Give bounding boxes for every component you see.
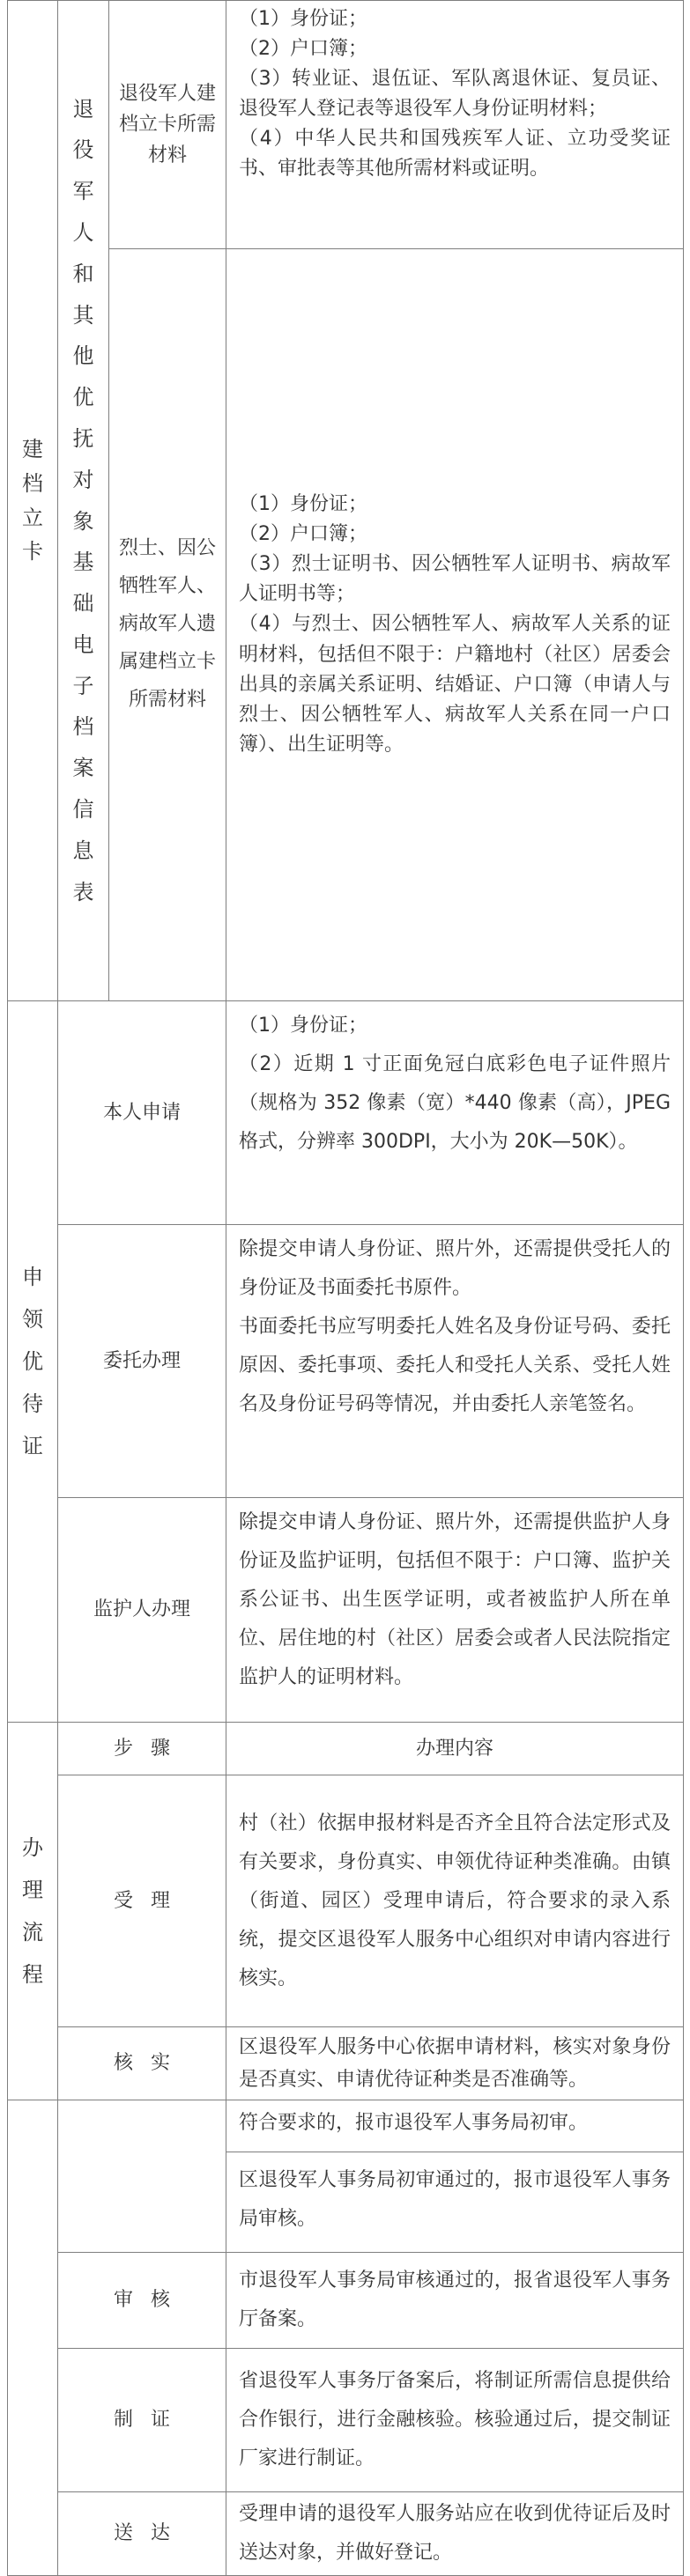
vertical-label-char: 优 [72, 385, 94, 410]
vertical-label-char: 人 [72, 219, 94, 245]
row-content-self [226, 1000, 684, 1225]
row-title-text: 委托办理 [102, 1349, 181, 1372]
step-text: 受理 [113, 1889, 188, 1912]
vertical-label-char: 和 [72, 261, 94, 286]
vertical-label-char: 待 [22, 1391, 43, 1416]
row-title-martyr [108, 248, 226, 1001]
section-label-process [7, 1722, 58, 2100]
row-content-entrust [226, 1224, 684, 1498]
vertical-label-char: 役 [72, 137, 94, 163]
content-item: （4）中华人民共和国残疾军人证、立功受奖证书、审批表等其他所需材料或证明。 [239, 128, 671, 181]
row-title-text: 本人申请 [102, 1101, 181, 1124]
vertical-label-char: 子 [72, 673, 94, 698]
vertical-label-char: 基 [72, 550, 94, 575]
step-deliver-content [226, 2491, 684, 2576]
vertical-label-char: 表 [72, 879, 94, 904]
vertical-label-char: 息 [72, 838, 94, 863]
vertical-label-char: 其 [72, 302, 94, 328]
content-item: （3）烈士证明书、因公牺牲军人证明书、病故军人证明书等； [239, 553, 671, 606]
section-label-build [7, 0, 58, 1001]
step-verify [57, 2026, 226, 2100]
vertical-label-char: 流 [22, 1920, 43, 1945]
header-content-text: 办理内容 [415, 1737, 493, 1760]
step-review [57, 2252, 226, 2349]
step-review-pre [57, 2100, 226, 2253]
content-item: （4）与烈士、因公牺牲军人、病故军人关系的证明材料，包括但不限于：户籍地村（社区）居委会出具的亲属关系证明、结婚证、户口簿（申请人与烈士、因公牺牲军人、病故军人关系在同一户口簿）、出生证明等。 [239, 613, 671, 756]
content-item: 书面委托书应写明委托人姓名及身份证号码、委托原因、委托事项、委托人和受托人关系、受托人姓名及身份证号码等情况，并由委托人亲笔签名。 [239, 1316, 671, 1415]
section-label-apply [7, 1000, 58, 1723]
step-text: 审核 [113, 2289, 188, 2312]
content-item: 区退役军人事务局初审通过的，报市退役军人事务局审核。 [239, 2169, 671, 2230]
vertical-label-char: 础 [72, 591, 94, 616]
content-item: （1）身份证； [239, 493, 367, 516]
header-step-text: 步骤 [113, 1737, 188, 1760]
section-label-review [7, 2100, 58, 2576]
vertical-label-char: 档 [72, 714, 94, 740]
row-title-entrust [57, 1224, 226, 1498]
header-content [226, 1722, 684, 1775]
row-content-martyr [226, 248, 684, 1001]
step-accept-content [226, 1775, 684, 2027]
step-accept [57, 1775, 226, 2027]
row-title-text: 监护人办理 [93, 1598, 190, 1621]
vertical-label-char: 他 [72, 343, 94, 369]
document-table [7, 0, 684, 2576]
content-item: 受理申请的退役军人服务站应在收到优待证后及时送达对象，并做好登记。 [239, 2503, 671, 2564]
step-review-content [226, 2252, 684, 2349]
subcategory-label [57, 0, 109, 1001]
content-item: 市退役军人事务局审核通过的，报省退役军人事务厅备案。 [239, 2270, 671, 2330]
step-text: 核实 [113, 2052, 188, 2075]
header-step [57, 1722, 226, 1775]
content-item: 符合要求的，报市退役军人事务局初审。 [239, 2112, 589, 2134]
content-item: （1）身份证； [239, 8, 367, 30]
step-text: 送达 [113, 2522, 188, 2545]
step-review-pre-content [226, 2100, 684, 2253]
vertical-label-char: 理 [22, 1878, 43, 1902]
content-item: （2）近期 1 寸正面免冠白底彩色电子证件照片（规格为 352 像素（宽）*440 像素（高），JPEG 格式，分辨率 300DPI，大小为 20K—50K）。 [239, 1053, 671, 1153]
step-deliver [57, 2491, 226, 2576]
row-content-guardian [226, 1497, 684, 1723]
vertical-label-char: 退 [72, 96, 94, 122]
content-item: （1）身份证； [239, 1015, 367, 1037]
row-content-veteran [226, 0, 684, 249]
vertical-label-char: 卡 [22, 539, 43, 565]
row-title-self [57, 1000, 226, 1225]
step-make [57, 2348, 226, 2492]
row-title-text: 烈士、因公牺牲军人、病故军人遗属建档立卡所需材料 [118, 537, 216, 711]
vertical-label-char: 对 [72, 467, 94, 492]
vertical-label-char: 案 [72, 756, 94, 781]
row-title-text: 退役军人建档立卡所需材料 [118, 82, 216, 167]
vertical-label-char: 象 [72, 508, 94, 534]
content-item: 区退役军人服务中心依据申请材料，核实对象身份是否真实、申请优待证种类是否准确等。 [239, 2035, 671, 2091]
vertical-label-char: 军 [72, 179, 94, 204]
vertical-label-char: 电 [72, 631, 94, 657]
step-text: 制证 [113, 2409, 188, 2432]
vertical-label-char: 办 [22, 1835, 43, 1860]
vertical-label-char: 申 [22, 1265, 43, 1289]
content-item: 除提交申请人身份证、照片外，还需提供监护人身份证及监护证明，包括但不限于：户口簿、监护关系公证书、出生医学证明，或者被监护人所在单位、居住地的村（社区）居委会或者人民法院指定监护人的证明材料。 [239, 1511, 671, 1688]
row-title-veteran [108, 0, 226, 249]
vertical-label-char: 优 [22, 1349, 43, 1374]
vertical-label-char: 档 [22, 470, 43, 496]
vertical-label-char: 立 [22, 505, 43, 530]
content-item: （2）户口簿； [239, 523, 367, 546]
content-item: 村（社）依据申报材料是否齐全且符合法定形式及有关要求，身份真实、申领优待证种类准确。由镇（街道、园区）受理申请后，符合要求的录入系统，提交区退役军人服务中心组织对申请内容进行核实。 [239, 1812, 671, 1989]
vertical-label-char: 建 [22, 436, 43, 461]
row-title-guardian [57, 1497, 226, 1723]
content-item: （3）转业证、退伍证、军队离退休证、复员证、退役军人登记表等退役军人身份证明材料； [239, 68, 671, 121]
vertical-label-char: 信 [72, 797, 94, 823]
step-verify-content [226, 2026, 684, 2100]
vertical-label-char: 程 [22, 1962, 43, 1987]
vertical-label-char: 抚 [72, 425, 94, 451]
vertical-label-char: 证 [22, 1434, 43, 1458]
step-make-content [226, 2348, 684, 2492]
vertical-label-char: 领 [22, 1307, 43, 1332]
content-item: 除提交申请人身份证、照片外，还需提供受托人的身份证及书面委托书原件。 [239, 1238, 671, 1299]
content-item: 省退役军人事务厅备案后，将制证所需信息提供给合作银行，进行金融核验。核验通过后，提交制证厂家进行制证。 [239, 2370, 671, 2469]
content-item: （2）户口簿； [239, 38, 367, 61]
